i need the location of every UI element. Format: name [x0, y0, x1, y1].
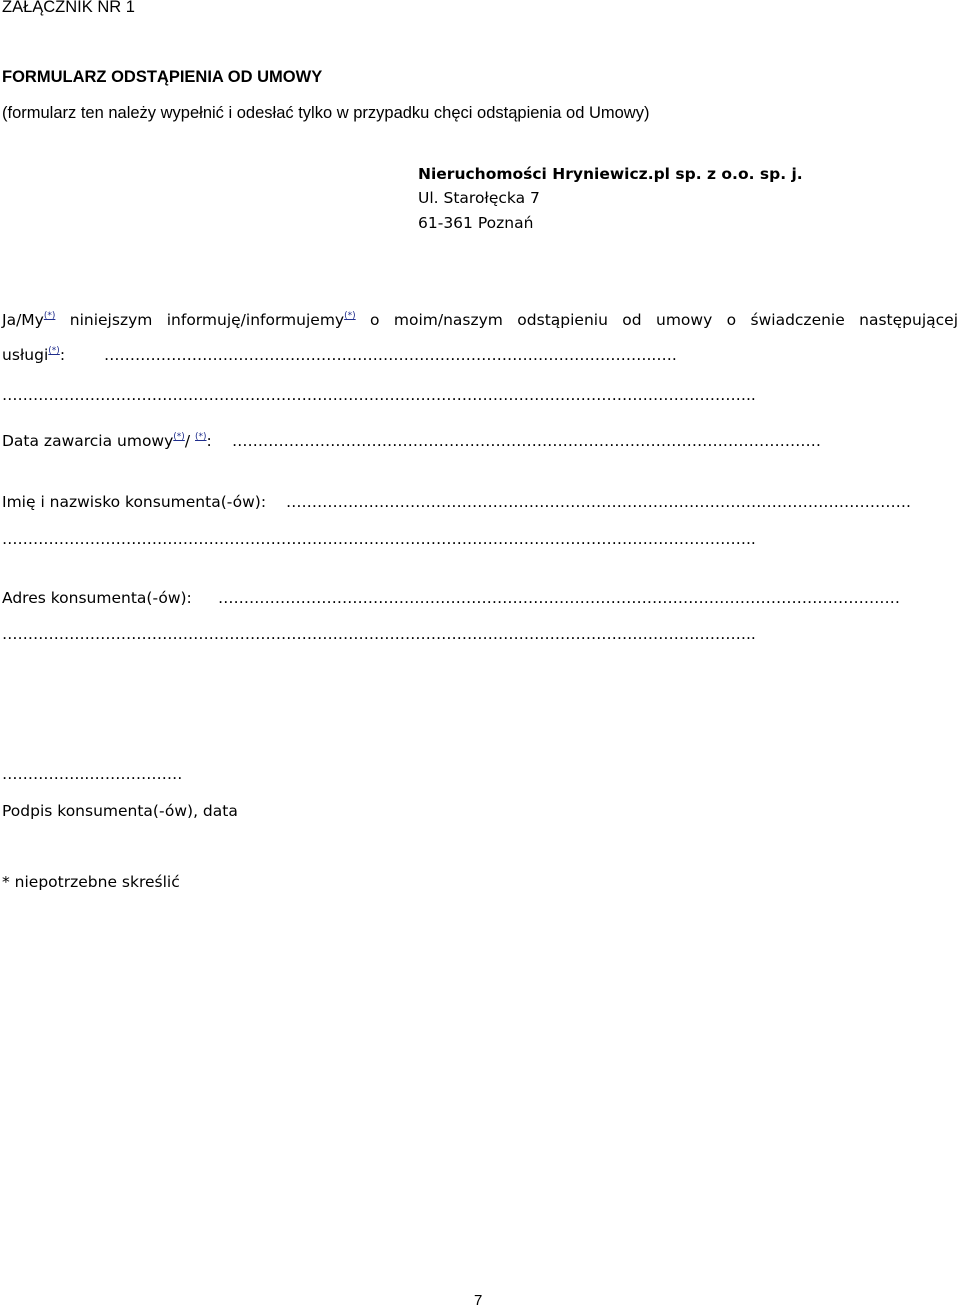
consumer-name-fill-1[interactable]: ………………………………………………………………………………………………………….	[286, 493, 911, 511]
contract-date-sep: /	[184, 432, 191, 450]
annex-heading: ZAŁĄCZNIK NR 1	[2, 0, 135, 16]
recipient-city: 61-361 Poznań	[418, 214, 534, 232]
footnote-ref-link[interactable]: (*)	[43, 311, 56, 321]
declaration-inform: niniejszym informuję/informujemy	[55, 311, 345, 329]
consumer-name-fill-2[interactable]: ………………………………………………………………………………………………………………………………..	[2, 530, 756, 548]
declaration-line-1	[2, 311, 958, 329]
footnote: * niepotrzebne skreślić	[2, 873, 180, 891]
consumer-address-fill-2[interactable]: ………………………………………………………………………………………………………………………………..	[2, 625, 756, 643]
contract-date-label	[2, 432, 212, 450]
signature-label: Podpis konsumenta(-ów), data	[2, 802, 238, 820]
declaration-service-label	[2, 346, 65, 364]
footnote-ref-link[interactable]: (*)	[48, 346, 60, 356]
form-title: FORMULARZ ODSTĄPIENIA OD UMOWY	[2, 68, 323, 86]
consumer-address-label: Adres konsumenta(-ów):	[2, 589, 192, 607]
contract-date-fill[interactable]: ……………………………………………………………………………………………………	[232, 432, 821, 450]
declaration-subject: Ja/My	[2, 311, 44, 329]
footnote-ref-link[interactable]: (*)	[344, 311, 356, 321]
form-instruction: (formularz ten należy wypełnić i odesłać tylko w przypadku chęci odstąpienia od Umowy)	[2, 104, 650, 122]
contract-date-colon: :	[206, 432, 212, 450]
footnote-ref-link[interactable]: (*)	[173, 432, 185, 442]
service-fill-line-1[interactable]: ……………………………………………………………………………………………..….	[104, 346, 677, 364]
page-number: 7	[474, 1292, 483, 1309]
contract-date-text: Data zawarcia umowy	[2, 432, 174, 450]
footnote-ref-link[interactable]: (*)	[195, 432, 207, 442]
service-fill-line-2[interactable]: ………………………………………………………………………………………………………………………………..	[2, 386, 756, 404]
recipient-company: Nieruchomości Hryniewicz.pl sp. z o.o. sp. j.	[418, 165, 803, 183]
consumer-name-label: Imię i nazwisko konsumenta(-ów):	[2, 493, 267, 511]
signature-line[interactable]: ……………..………………	[2, 765, 183, 783]
declaration-withdrawal: o moim/naszym odstąpieniu od umowy o świadczenie następującej	[355, 311, 958, 329]
consumer-address-fill-1[interactable]: ……………………………………………………………………………………………………………………	[218, 589, 900, 607]
service-colon: :	[59, 346, 66, 364]
service-label: usługi	[2, 346, 49, 364]
recipient-street: Ul. Starołęcka 7	[418, 189, 540, 207]
